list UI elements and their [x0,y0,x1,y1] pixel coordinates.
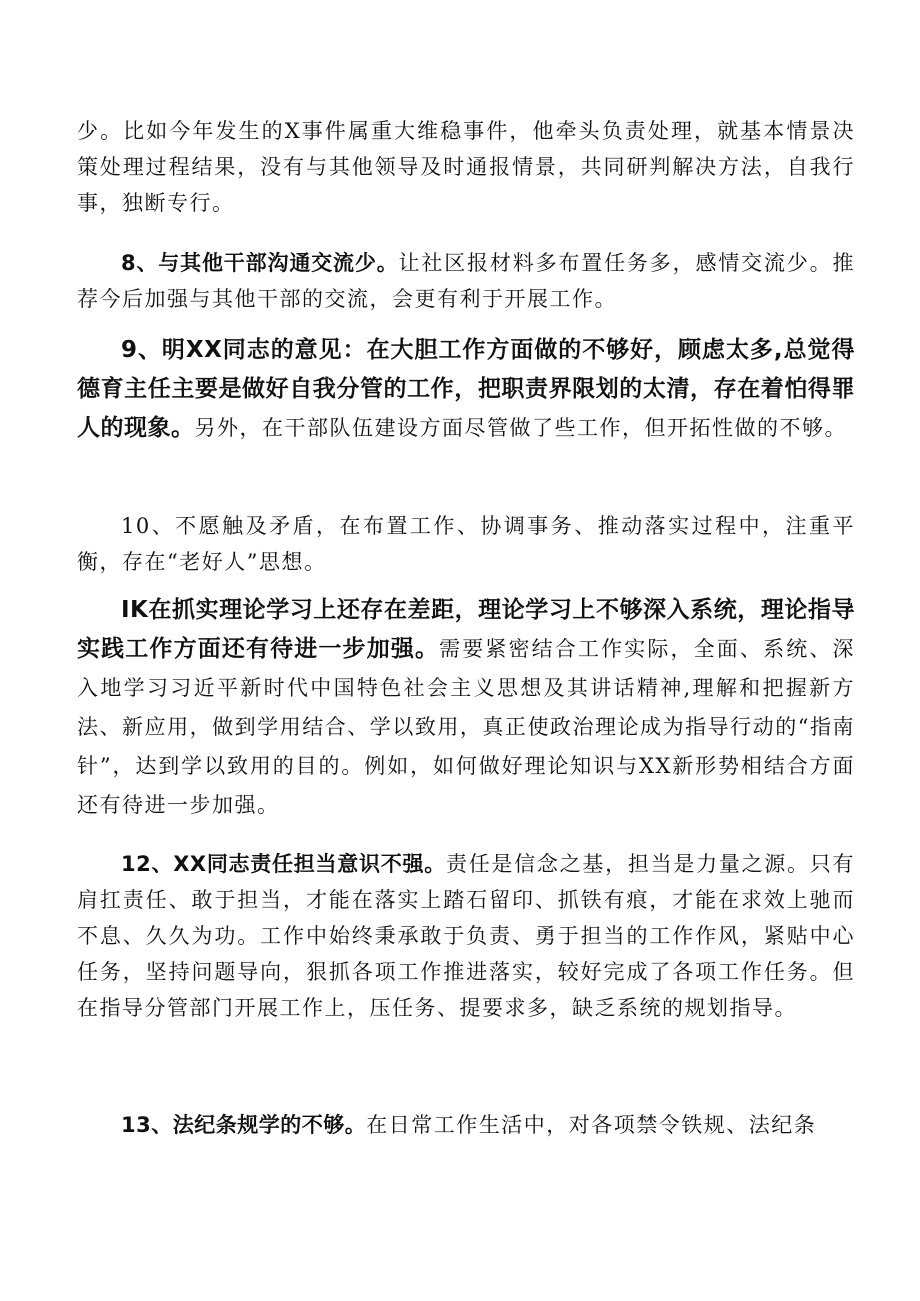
paragraph-11 [77,591,855,825]
paragraph-13 [77,1107,855,1143]
paragraph-8 [77,245,855,317]
paragraph-body: 10、不愿触及矛盾，在布置工作、协调事务、推动落实过程中，注重平衡，存在“老好人”思想。 [77,514,855,574]
paragraph-heading: 13、法纪条规学的不够。 [121,1113,367,1137]
paragraph-heading: 12、XX同志责任担当意识不强。 [121,852,446,876]
paragraph-body: 责任是信念之基，担当是力量之源。只有肩扛责任、敢于担当，才能在落实上踏石留印、抓铁有痕，才能在求效上驰而不息、久久为功。工作中始终秉承敢于负责、勇于担当的工作作风，紧贴中心任务，坚持问题导向，狠抓各项工作推进落实，较好完成了各项工作任务。但在指导分管部门开展工作上，压任务、提要求多，缺乏系统的规划指导。 [77,852,856,1020]
paragraph-body: 让社区报材料多布置任务多，感情交流少。推荐今后加强与其他干部的交流，会更有利于开展工作。 [77,251,855,311]
paragraph-heading: 9、明XX同志的意见：在大胆工作方面做的不够好，顾虑太多,总觉得德育主任主要是做好自我分管的工作，把职责界限划的太清，存在着怕得罪人的现象。 [77,337,855,441]
paragraph-12 [77,846,855,1026]
paragraph-10 [77,508,855,580]
paragraph-body: 少。比如今年发生的X事件属重大维稳事件，他牵头负责处理，就基本情景决策处理过程结果，没有与其他领导及时通报情景，共同研判解决方法，自我行事，独断专行。 [77,119,855,215]
paragraph-heading: 8、与其他干部沟通交流少。 [121,251,399,275]
paragraph-7-continued [77,113,855,221]
paragraph-heading: IK在抓实理论学习上还存在差距，理论学习上不够深入系统，理论指导实践工作方面还有待进一步加强。 [77,597,855,662]
paragraph-body: 另外，在干部队伍建设方面尽管做了些工作，但开拓性做的不够。 [194,416,847,440]
paragraph-body: 在日常工作生活中，对各项禁令铁规、法纪条 [366,1113,817,1137]
paragraph-9 [77,331,855,448]
paragraph-body: 需要紧密结合工作实际，全面、系统、深入地学习习近平新时代中国特色社会主义思想及其讲话精神,理解和把握新方法、新应用，做到学用结合、学以致用，真正使政治理论成为指导行动的“指南针”，达到学以致用的目的。例如，如何做好理论知识与XX新形势相结合方面还有待进一步加强。 [77,637,855,817]
